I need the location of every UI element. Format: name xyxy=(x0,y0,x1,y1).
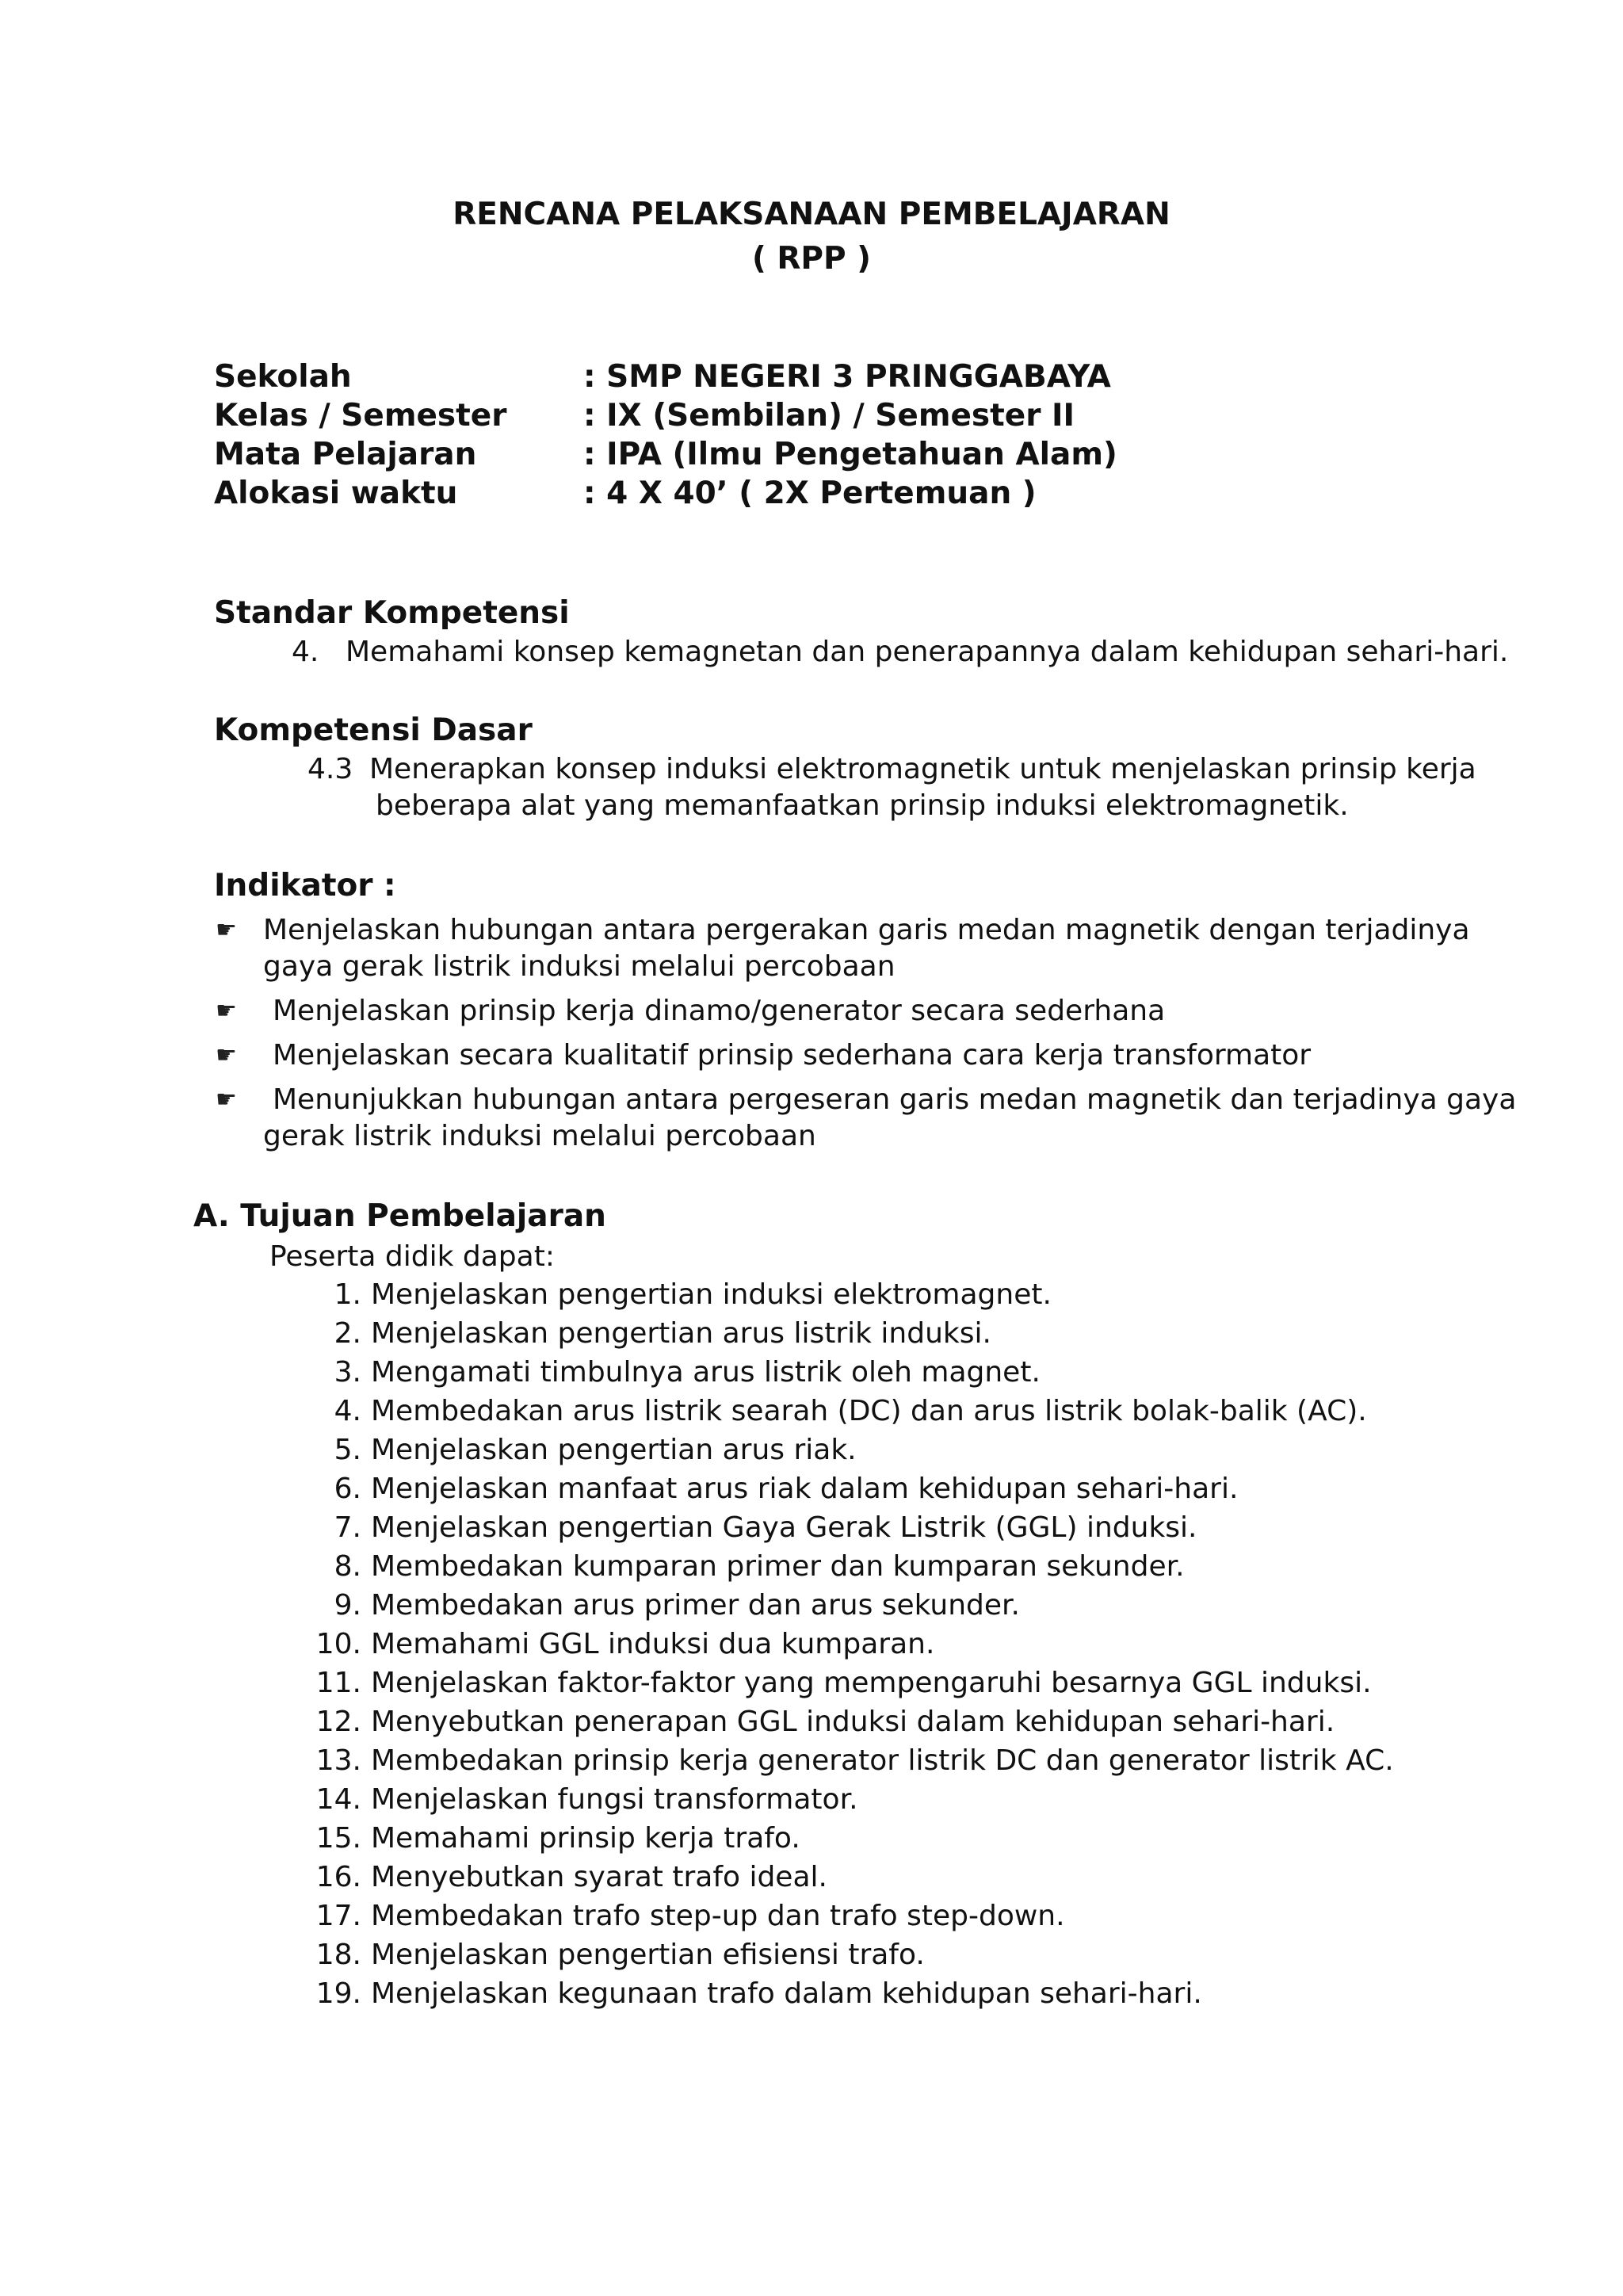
tujuan-intro: Peserta didik dapat: xyxy=(269,1240,555,1273)
list-item-text: Memahami prinsip kerja trafo. xyxy=(371,1822,800,1855)
list-item-text: Menyebutkan penerapan GGL induksi dalam kehidupan sehari-hari. xyxy=(371,1706,1335,1738)
list-item-text: Menjelaskan pengertian arus listrik induksi. xyxy=(371,1317,991,1350)
standar-heading: Standar Kompetensi xyxy=(214,595,570,631)
list-item xyxy=(314,1820,800,1858)
info-label-alokasi: Alokasi waktu xyxy=(214,476,458,511)
list-item-number: 2. xyxy=(334,1317,361,1350)
document-subtitle: ( RPP ) xyxy=(751,241,871,277)
list-item-text: Menjelaskan fungsi transformator. xyxy=(371,1783,858,1816)
pointing-hand-icon: ☛ xyxy=(216,997,237,1025)
list-item xyxy=(314,1626,934,1664)
list-item xyxy=(314,1936,925,1974)
list-item-text: Memahami GGL induksi dua kumparan. xyxy=(371,1628,935,1660)
list-item-text: Membedakan arus primer dan arus sekunder. xyxy=(371,1589,1020,1622)
list-item-text: Menjelaskan manfaat arus riak dalam kehidupan sehari-hari. xyxy=(371,1473,1239,1505)
kompetensi-number: 4.3 xyxy=(307,753,353,785)
list-item xyxy=(314,1859,827,1897)
list-item-number: 17. xyxy=(315,1900,361,1932)
list-item xyxy=(314,1431,857,1469)
pointing-hand-icon: ☛ xyxy=(216,1041,237,1069)
document-title: RENCANA PELAKSANAAN PEMBELAJARAN xyxy=(453,197,1170,232)
list-item-number: 19. xyxy=(315,1977,361,2010)
list-item-text: Membedakan arus listrik searah (DC) dan arus listrik bolak-balik (AC). xyxy=(371,1395,1367,1427)
list-item-number: 1. xyxy=(334,1278,361,1311)
list-item-number: 8. xyxy=(334,1550,361,1583)
info-label-sekolah: Sekolah xyxy=(214,359,352,395)
indikator-heading: Indikator : xyxy=(214,868,396,904)
list-item-text: Menyebutkan syarat trafo ideal. xyxy=(371,1861,827,1893)
list-item-text: Menjelaskan pengertian induksi elektromagnet. xyxy=(371,1278,1052,1311)
indikator-item-4-line1: Menunjukkan hubungan antara pergeseran garis medan magnetik dan terjadinya gaya xyxy=(273,1083,1517,1116)
pointing-hand-icon: ☛ xyxy=(216,1086,237,1114)
list-item-number: 6. xyxy=(334,1473,361,1505)
list-item-number: 16. xyxy=(315,1861,361,1893)
standar-text: Memahami konsep kemagnetan dan penerapannya dalam kehidupan sehari-hari. xyxy=(346,636,1509,668)
list-item xyxy=(314,1315,991,1353)
list-item xyxy=(314,1781,858,1819)
kompetensi-text-line2: beberapa alat yang memanfaatkan prinsip induksi elektromagnetik. xyxy=(376,789,1349,822)
list-item-number: 15. xyxy=(315,1822,361,1855)
info-value-alokasi: : 4 X 40’ ( 2X Pertemuan ) xyxy=(583,476,1037,511)
info-value-mapel: : IPA (Ilmu Pengetahuan Alam) xyxy=(583,437,1117,472)
indikator-item-1-line2: gaya gerak listrik induksi melalui percobaan xyxy=(263,950,896,983)
indikator-item-4-line2: gerak listrik induksi melalui percobaan xyxy=(263,1120,816,1152)
list-item xyxy=(314,1470,1238,1508)
list-item-number: 5. xyxy=(334,1434,361,1466)
list-item-text: Menjelaskan pengertian arus riak. xyxy=(371,1434,857,1466)
list-item-number: 12. xyxy=(315,1706,361,1738)
standar-number: 4. xyxy=(292,636,319,668)
list-item xyxy=(314,1276,1052,1314)
info-value-sekolah: : SMP NEGERI 3 PRINGGABAYA xyxy=(583,359,1111,395)
list-item-number: 7. xyxy=(334,1511,361,1544)
list-item-number: 4. xyxy=(334,1395,361,1427)
list-item-number: 14. xyxy=(315,1783,361,1816)
list-item-number: 9. xyxy=(334,1589,361,1622)
list-item xyxy=(314,1742,1394,1780)
list-item-number: 10. xyxy=(315,1628,361,1660)
indikator-item-1-line1: Menjelaskan hubungan antara pergerakan garis medan magnetik dengan terjadinya xyxy=(263,914,1470,946)
list-item xyxy=(314,1354,1041,1392)
info-label-kelas: Kelas / Semester xyxy=(214,398,507,434)
list-item-text: Membedakan trafo step-up dan trafo step-down. xyxy=(371,1900,1065,1932)
list-item-number: 18. xyxy=(315,1939,361,1971)
list-item xyxy=(314,1664,1372,1702)
list-item xyxy=(314,1548,1185,1586)
info-value-kelas: : IX (Sembilan) / Semester II xyxy=(583,398,1075,434)
list-item xyxy=(314,1392,1367,1431)
list-item-text: Menjelaskan pengertian Gaya Gerak Listrik (GGL) induksi. xyxy=(371,1511,1197,1544)
kompetensi-heading: Kompetensi Dasar xyxy=(214,712,533,748)
list-item xyxy=(314,1897,1065,1935)
indikator-item-2: Menjelaskan prinsip kerja dinamo/generator secara sederhana xyxy=(273,995,1166,1027)
list-item-text: Membedakan prinsip kerja generator listrik DC dan generator listrik AC. xyxy=(371,1744,1394,1777)
list-item xyxy=(314,1509,1197,1547)
list-item-number: 11. xyxy=(315,1667,361,1699)
list-item-text: Menjelaskan faktor-faktor yang mempengaruhi besarnya GGL induksi. xyxy=(371,1667,1372,1699)
list-item-number: 3. xyxy=(334,1356,361,1389)
info-label-mapel: Mata Pelajaran xyxy=(214,437,477,472)
list-item-text: Membedakan kumparan primer dan kumparan sekunder. xyxy=(371,1550,1185,1583)
indikator-item-3: Menjelaskan secara kualitatif prinsip sederhana cara kerja transformator xyxy=(273,1039,1312,1072)
tujuan-heading: A. Tujuan Pembelajaran xyxy=(193,1198,606,1234)
list-item-text: Menjelaskan pengertian efisiensi trafo. xyxy=(371,1939,925,1971)
pointing-hand-icon: ☛ xyxy=(216,916,237,944)
list-item xyxy=(314,1703,1335,1741)
list-item-text: Menjelaskan kegunaan trafo dalam kehidupan sehari-hari. xyxy=(371,1977,1202,2010)
list-item-text: Mengamati timbulnya arus listrik oleh magnet. xyxy=(371,1356,1041,1389)
list-item xyxy=(314,1587,1020,1625)
list-item xyxy=(314,1975,1202,2013)
list-item-number: 13. xyxy=(315,1744,361,1777)
kompetensi-text-line1: Menerapkan konsep induksi elektromagnetik untuk menjelaskan prinsip kerja xyxy=(369,753,1476,785)
